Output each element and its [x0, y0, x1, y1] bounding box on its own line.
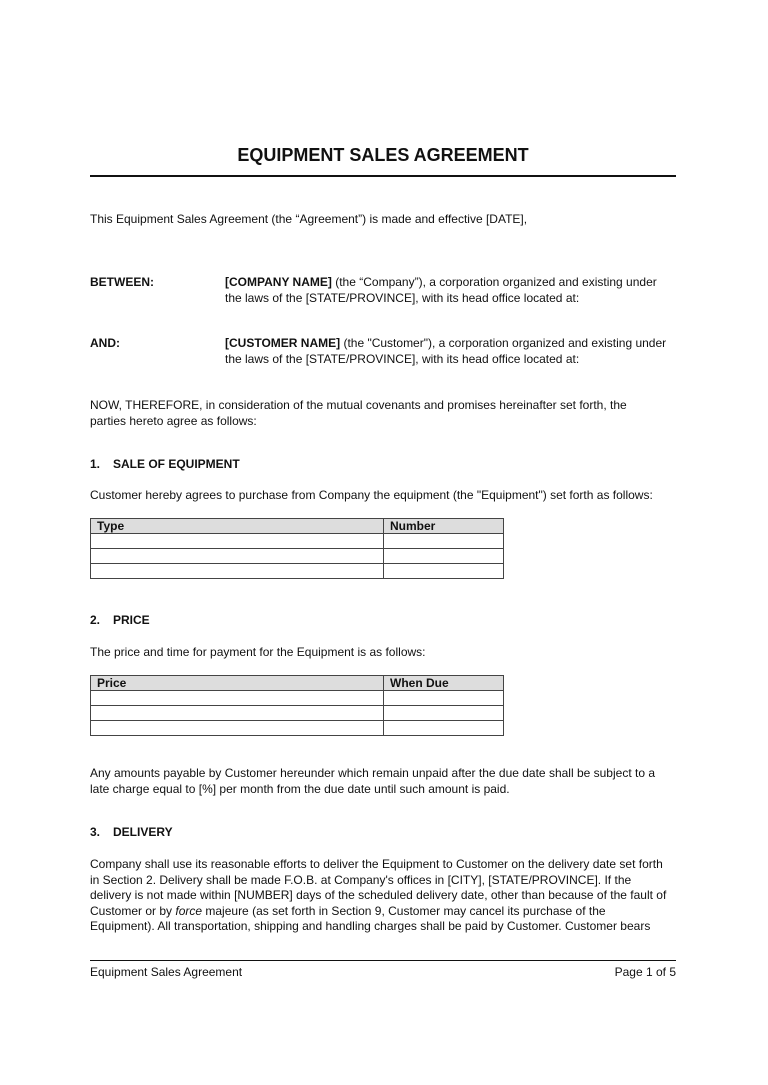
table-row: [91, 721, 504, 736]
table-row: [91, 691, 504, 706]
section-title: PRICE: [113, 613, 150, 627]
paragraph-line: late charge equal to [%] per month from the due date until such amount is paid.: [90, 782, 510, 796]
company-name: [COMPANY NAME]: [225, 275, 332, 289]
table-cell[interactable]: [384, 706, 504, 721]
section-1-text: Customer hereby agrees to purchase from Company the equipment (the "Equipment") set forth as follows:: [90, 488, 653, 502]
between-line2: the laws of the [STATE/PROVINCE], with its head office located at:: [225, 291, 580, 305]
section-number: 1.: [90, 457, 101, 471]
recital-line: parties hereto agree as follows:: [90, 414, 257, 428]
title-rule: [90, 175, 676, 177]
between-label: BETWEEN:: [90, 275, 154, 289]
delivery-text: [90, 857, 680, 935]
and-label: AND:: [90, 336, 120, 350]
customer-name: [CUSTOMER NAME]: [225, 336, 341, 350]
table-row: [91, 706, 504, 721]
paragraph-line: Equipment). All transportation, shipping and handling charges shall be paid by Customer. Customer bears: [90, 919, 651, 933]
section-number: 3.: [90, 825, 101, 839]
section-2-heading: [90, 613, 150, 627]
table-cell[interactable]: [91, 691, 384, 706]
late-charge-text: [90, 765, 680, 797]
page-number: Page 1 of 5: [614, 965, 676, 979]
table-cell[interactable]: [91, 706, 384, 721]
header-number: Number: [384, 519, 504, 534]
table-cell[interactable]: [384, 691, 504, 706]
paragraph-line: Any amounts payable by Customer hereunder which remain unpaid after the due date shall be subject to a: [90, 766, 656, 780]
table-header-row: [91, 676, 504, 691]
section-title: SALE OF EQUIPMENT: [113, 457, 240, 471]
section-1-heading: [90, 457, 240, 471]
paragraph-line: [90, 904, 680, 920]
table-header-row: [91, 519, 504, 534]
table-row: [91, 549, 504, 564]
recital: [90, 397, 680, 429]
and-line1: (the "Customer"), a corporation organized and existing under: [340, 336, 667, 350]
footer-rule: [90, 960, 676, 961]
section-title: DELIVERY: [113, 825, 173, 839]
footer-title: Equipment Sales Agreement: [90, 965, 243, 979]
table-cell[interactable]: [384, 721, 504, 736]
text-run: Customer or by: [90, 903, 176, 918]
document-title: EQUIPMENT SALES AGREEMENT: [237, 145, 529, 165]
section-number: 2.: [90, 613, 101, 627]
table-cell[interactable]: [91, 721, 384, 736]
italic-text: force: [175, 903, 203, 918]
table-cell[interactable]: [91, 564, 384, 579]
header-type: Type: [91, 519, 384, 534]
table-row: [91, 534, 504, 549]
intro-text: This Equipment Sales Agreement (the “Agreement”) is made and effective [DATE],: [90, 212, 528, 226]
text-run: majeure (as set forth in Section 9, Customer may cancel its purchase of the: [202, 903, 606, 918]
between-line1: (the “Company”), a corporation organized and existing under: [331, 275, 657, 289]
equipment-table: [90, 518, 504, 579]
paragraph-line: Company shall use its reasonable efforts to deliver the Equipment to Customer on the delivery date set forth: [90, 857, 663, 871]
and-line2: the laws of the [STATE/PROVINCE], with its head office located at:: [225, 352, 580, 366]
paragraph-line: in Section 2. Delivery shall be made F.O.B. at Company's offices in [CITY], [STATE/PROVINCE]. If the: [90, 872, 632, 887]
table-cell[interactable]: [91, 534, 384, 549]
section-2-text: The price and time for payment for the Equipment is as follows:: [90, 645, 426, 659]
section-3-heading: [90, 825, 173, 839]
table-row: [91, 564, 504, 579]
header-price: Price: [91, 676, 384, 691]
table-cell[interactable]: [384, 549, 504, 564]
paragraph-line: delivery is not made within [NUMBER] days of the scheduled delivery date, other than because of the fault of: [90, 888, 667, 902]
price-table: [90, 675, 504, 736]
header-when-due: When Due: [384, 676, 504, 691]
table-cell[interactable]: [91, 549, 384, 564]
table-cell[interactable]: [384, 564, 504, 579]
recital-line: NOW, THEREFORE, in consideration of the mutual covenants and promises hereinafter set forth, the: [90, 398, 627, 412]
table-cell[interactable]: [384, 534, 504, 549]
